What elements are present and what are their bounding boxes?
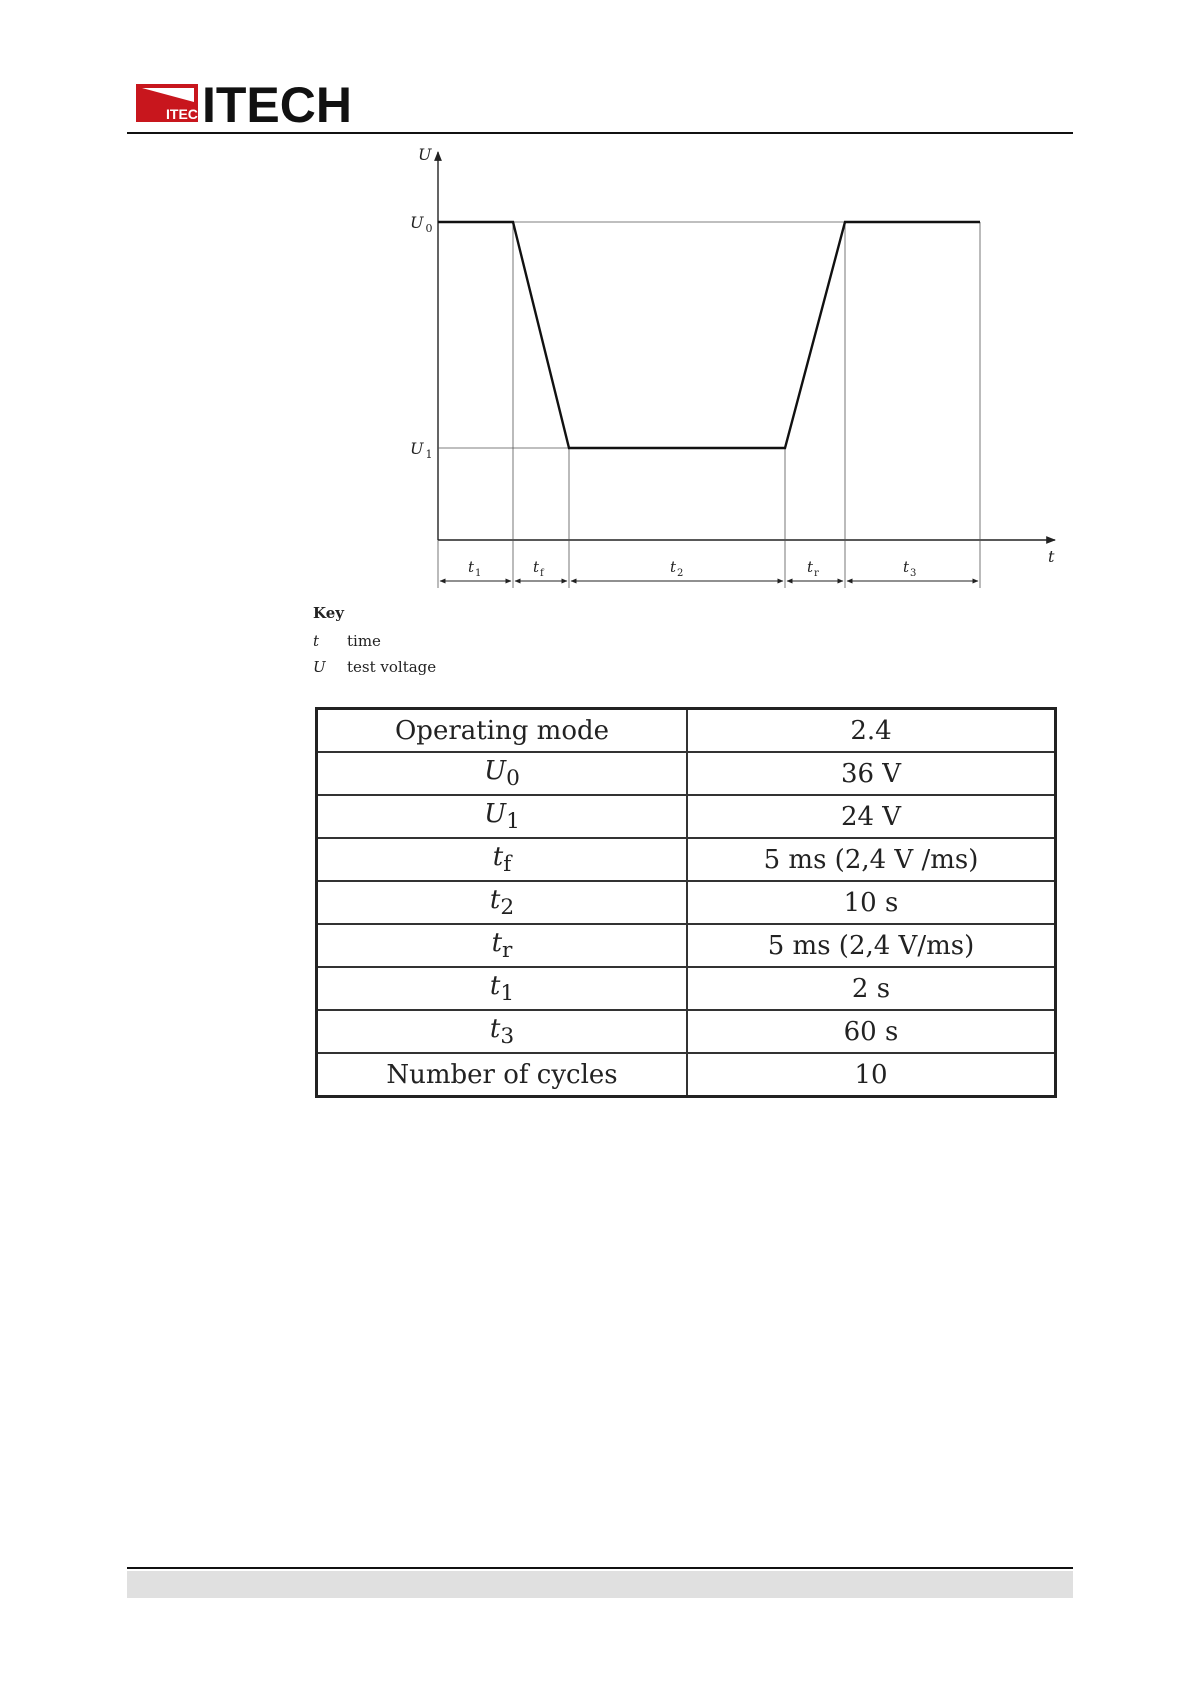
header-rule — [127, 132, 1073, 134]
table-row — [317, 709, 1056, 753]
value-cell: 2 s — [687, 967, 1056, 1010]
parameter-cell: $t_1$ — [317, 967, 688, 1010]
parameter-cell: Number of cycles — [317, 1053, 688, 1097]
itech-logo — [136, 78, 368, 126]
key-description: test voltage — [347, 658, 437, 676]
test-parameter-table — [315, 707, 1057, 1098]
interval-label-t1: $t_1$ — [468, 558, 482, 579]
table-row — [317, 752, 1056, 795]
interval-boundaries — [438, 222, 980, 588]
table-row — [317, 795, 1056, 838]
key-description: time — [347, 632, 381, 650]
voltage-profile-diagram — [400, 140, 1080, 600]
key-symbol: t — [313, 632, 320, 650]
interval-label-t2: $t_2$ — [670, 558, 684, 579]
y-axis-label: U — [418, 145, 432, 164]
parameter-cell: $U_1$ — [317, 795, 688, 838]
u0-label: U $_0$ — [410, 213, 433, 235]
table-row — [317, 1053, 1056, 1097]
parameter-cell: $U_0$ — [317, 752, 688, 795]
interval-label-tf: $t_f$ — [533, 558, 544, 579]
parameter-cell: $t_r$ — [317, 924, 688, 967]
table-row — [317, 881, 1056, 924]
key-symbol: U — [313, 658, 326, 676]
value-cell: 5 ms (2,4 V /ms) — [687, 838, 1056, 881]
value-cell: 10 — [687, 1053, 1056, 1097]
table-row — [317, 967, 1056, 1010]
table-row — [317, 924, 1056, 967]
value-cell: 24 V — [687, 795, 1056, 838]
key-item — [313, 628, 436, 654]
key-title: Key — [313, 604, 344, 622]
footer-band — [127, 1571, 1073, 1598]
parameter-cell: $t_3$ — [317, 1010, 688, 1053]
value-cell: 60 s — [687, 1010, 1056, 1053]
voltage-waveform — [438, 222, 980, 448]
value-cell: 36 V — [687, 752, 1056, 795]
logo-badge-text: ITECH — [166, 106, 208, 122]
footer-rule — [127, 1567, 1073, 1569]
parameter-cell: Operating mode — [317, 709, 688, 753]
interval-label-t3: $t_3$ — [903, 558, 917, 579]
value-cell: 2.4 — [687, 709, 1056, 753]
logo-wordmark: ITECH — [202, 78, 352, 126]
parameter-cell: $t_2$ — [317, 881, 688, 924]
u1-label: U $_1$ — [410, 439, 433, 461]
table-row — [317, 1010, 1056, 1053]
value-cell: 5 ms (2,4 V/ms) — [687, 924, 1056, 967]
parameter-cell: $t_f$ — [317, 838, 688, 881]
x-axis-label: t — [1048, 547, 1055, 566]
key-item — [313, 654, 436, 680]
value-cell: 10 s — [687, 881, 1056, 924]
table-row — [317, 838, 1056, 881]
interval-label-tr: $t_r$ — [807, 558, 819, 579]
figure-key — [313, 604, 436, 680]
